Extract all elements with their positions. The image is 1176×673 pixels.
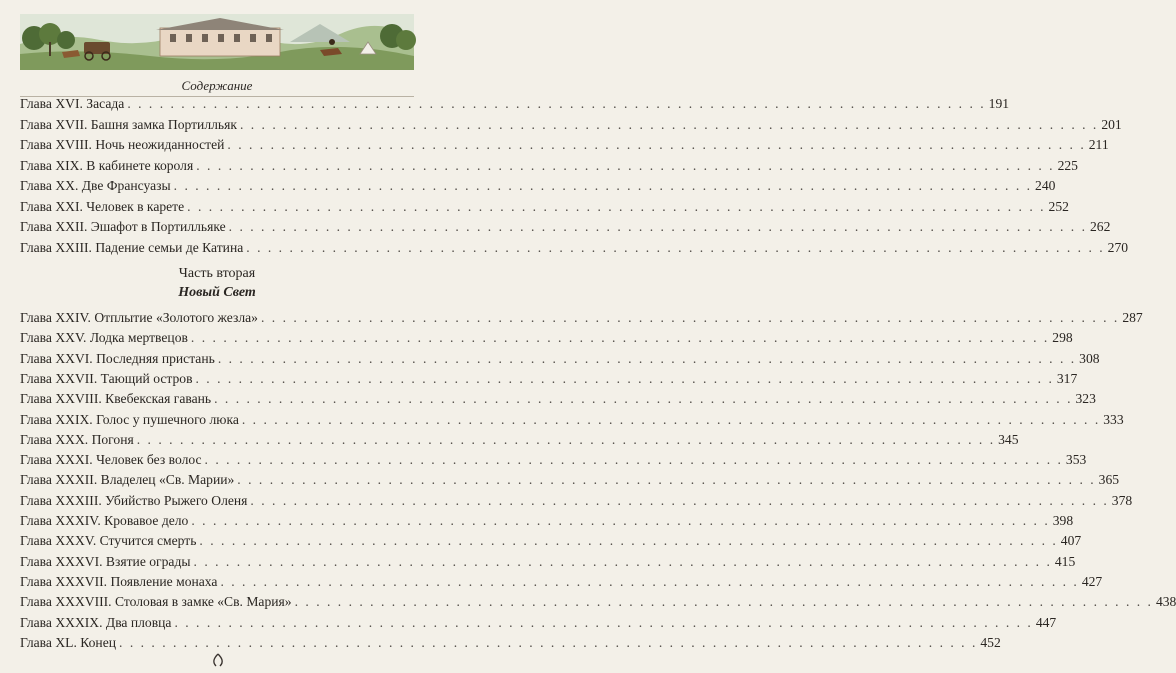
dot-leader: . . . . . . . . . . . . . . . . . . . . . . . . . . . . . . . . . . . . . . . . . . . . . . . . . . . . . . . . . . . . . . . . . . . . . . . . . . . . . . . . [191,513,1050,528]
page-number: 298 [1052,330,1073,346]
toc-entry [20,613,1057,633]
dot-leader: . . . . . . . . . . . . . . . . . . . . . . . . . . . . . . . . . . . . . . . . . . . . . . . . . . . . . . . . . . . . . . . . . . . . . . . . . . . . . . . . [227,137,1086,152]
toc-entry [20,308,1143,328]
toc-entry [20,491,1133,511]
toc-entry [20,592,1176,612]
chapter-title: Глава XXII. Эшафот в Портилльяке [20,219,226,234]
chapter-title: Глава XXIV. Отплытие «Золотого жезла» [20,310,258,325]
chapter-title: Глава XIX. В кабинете короля [20,157,194,173]
dot-leader: . . . . . . . . . . . . . . . . . . . . . . . . . . . . . . . . . . . . . . . . . . . . . . . . . . . . . . . . . . . . . . . . . . . . . . . . . . . . . . . . [246,239,1105,255]
page-number: 252 [1048,198,1069,214]
page-number: 270 [1107,239,1129,255]
dot-leader: . . . . . . . . . . . . . . . . . . . . . . . . . . . . . . . . . . . . . . . . . . . . . . . . . . . . . . . . . . . . . . . . . . . . . . . . . . . . . . . . [190,330,1050,346]
page-number: 438 [1155,594,1176,610]
part-two-subtitle: Новый Свет [178,285,256,300]
toc-entry [20,176,1056,196]
toc-entry [20,328,1073,348]
dot-leader: . . . . . . . . . . . . . . . . . . . . . . . . . . . . . . . . . . . . . . . . . . . . . . . . . . . . . . . . . . . . . . . . . . . . . . . . . . . . . . . . [260,310,1120,325]
dot-leader: . . . . . . . . . . . . . . . . . . . . . . . . . . . . . . . . . . . . . . . . . . . . . . . . . . . . . . . . . . . . . . . . . . . . . . . . . . . . . . . . [196,157,1055,173]
toc-entry [20,349,1100,369]
page-number: 378 [1111,492,1133,508]
toc-entry [20,531,1082,551]
page-number: 407 [1060,533,1082,549]
toc-entry [20,94,1010,114]
chapter-title: Глава XVII. Башня замка Портилльяк [20,116,237,132]
dot-leader: . . . . . . . . . . . . . . . . . . . . . . . . . . . . . . . . . . . . . . . . . . . . . . . . . . . . . . . . . . . . . . . . . . . . . . . . . . . . . . . . [187,198,1046,214]
page-number: 317 [1056,370,1078,386]
chapter-title: Глава XXIII. Падение семьи де Катина [20,239,244,255]
header-illustration [20,14,414,70]
page-number: 201 [1101,116,1122,132]
dot-leader: . . . . . . . . . . . . . . . . . . . . . . . . . . . . . . . . . . . . . . . . . . . . . . . . . . . . . . . . . . . . . . . . . . . . . . . . . . . . . . . . [228,219,1087,234]
chapter-title: Глава XVI. Засада [20,96,125,111]
chapter-title: Глава XXXVI. Взятие ограды [20,553,191,569]
dot-leader: . . . . . . . . . . . . . . . . . . . . . . . . . . . . . . . . . . . . . . . . . . . . . . . . . . . . . . . . . . . . . . . . . . . . . . . . . . . . . . . . [136,431,996,447]
chapter-title: Глава XX. Две Франсуазы [20,178,171,193]
chapter-title: Глава XXXVIII. Столовая в замке «Св. Мария» [20,594,292,610]
page-number: 211 [1088,137,1109,152]
chapter-title: Глава XXV. Лодка мертвецов [20,330,188,346]
chapter-title: Глава XXXVII. Появление монаха [20,573,218,589]
page-number: 452 [980,634,1001,650]
fleuron-ornament-icon [206,652,230,668]
page-number: 323 [1075,391,1096,407]
toc-entry [20,430,1019,450]
dot-leader: . . . . . . . . . . . . . . . . . . . . . . . . . . . . . . . . . . . . . . . . . . . . . . . . . . . . . . . . . . . . . . . . . . . . . . . . . . . . . . . . [239,116,1099,132]
page-number: 333 [1103,411,1124,427]
toc-entry [20,156,1078,176]
page-number: 240 [1035,178,1056,193]
toc-entry [20,470,1120,490]
toc-entry [20,135,1109,155]
page-number: 345 [998,431,1019,447]
toc-entry [20,633,1001,653]
page-number: 225 [1057,157,1078,173]
chapter-title: Глава XXX. Погоня [20,431,134,447]
chapter-title: Глава XXXIII. Убийство Рыжего Оленя [20,492,248,508]
toc-entry [20,197,1069,217]
part-two-label: Часть вторая [178,266,256,281]
chapter-title: Глава XXVI. Последняя пристань [20,350,215,366]
dot-leader: . . . . . . . . . . . . . . . . . . . . . . . . . . . . . . . . . . . . . . . . . . . . . . . . . . . . . . . . . . . . . . . . . . . . . . . . . . . . . . . . [217,350,1077,366]
dot-leader: . . . . . . . . . . . . . . . . . . . . . . . . . . . . . . . . . . . . . . . . . . . . . . . . . . . . . . . . . . . . . . . . . . . . . . . . . . . . . . . . [241,411,1101,427]
page-number: 262 [1090,219,1111,234]
dot-leader: . . . . . . . . . . . . . . . . . . . . . . . . . . . . . . . . . . . . . . . . . . . . . . . . . . . . . . . . . . . . . . . . . . . . . . . . . . . . . . . . [173,178,1033,193]
dot-leader: . . . . . . . . . . . . . . . . . . . . . . . . . . . . . . . . . . . . . . . . . . . . . . . . . . . . . . . . . . . . . . . . . . . . . . . . . . . . . . . . [214,391,1073,407]
dot-leader: . . . . . . . . . . . . . . . . . . . . . . . . . . . . . . . . . . . . . . . . . . . . . . . . . . . . . . . . . . . . . . . . . . . . . . . . . . . . . . . . [174,614,1033,630]
toc-entry [20,238,1129,258]
page-number: 353 [1065,452,1087,468]
landscape-illustration-icon [20,14,414,70]
page-number: 287 [1122,310,1143,325]
chapter-title: Глава XXXIX. Два пловца [20,614,172,630]
dot-leader: . . . . . . . . . . . . . . . . . . . . . . . . . . . . . . . . . . . . . . . . . . . . . . . . . . . . . . . . . . . . . . . . . . . . . . . . . . . . . . . . [250,492,1109,508]
toc-entry [20,572,1103,592]
chapter-title: Глава XXI. Человек в карете [20,198,185,214]
chapter-title: Глава XVIII. Ночь неожиданностей [20,137,225,152]
running-head: Содержание [181,78,253,93]
toc-entry [20,369,1078,389]
toc-entry [20,511,1074,531]
toc-entry [20,410,1124,430]
page-number: 365 [1098,472,1120,488]
dot-leader: . . . . . . . . . . . . . . . . . . . . . . . . . . . . . . . . . . . . . . . . . . . . . . . . . . . . . . . . . . . . . . . . . . . . . . . . . . . . . . . . [204,452,1063,468]
toc-entry [20,217,1111,237]
page-number: 415 [1054,553,1076,569]
dot-leader: . . . . . . . . . . . . . . . . . . . . . . . . . . . . . . . . . . . . . . . . . . . . . . . . . . . . . . . . . . . . . . . . . . . . . . . . . . . . . . . . [220,573,1079,589]
toc-entry [20,389,1096,409]
dot-leader: . . . . . . . . . . . . . . . . . . . . . . . . . . . . . . . . . . . . . . . . . . . . . . . . . . . . . . . . . . . . . . . . . . . . . . . . . . . . . . . . [193,553,1052,569]
dot-leader: . . . . . . . . . . . . . . . . . . . . . . . . . . . . . . . . . . . . . . . . . . . . . . . . . . . . . . . . . . . . . . . . . . . . . . . . . . . . . . . . [199,533,1058,549]
dot-leader: . . . . . . . . . . . . . . . . . . . . . . . . . . . . . . . . . . . . . . . . . . . . . . . . . . . . . . . . . . . . . . . . . . . . . . . . . . . . . . . . [237,472,1096,488]
page-number: 308 [1079,350,1100,366]
dot-leader: . . . . . . . . . . . . . . . . . . . . . . . . . . . . . . . . . . . . . . . . . . . . . . . . . . . . . . . . . . . . . . . . . . . . . . . . . . . . . . . . [127,96,986,111]
chapter-title: Глава XXVIII. Квебекская гавань [20,391,212,407]
chapter-title: Глава XXIX. Голос у пушечного люка [20,411,239,427]
dot-leader: . . . . . . . . . . . . . . . . . . . . . . . . . . . . . . . . . . . . . . . . . . . . . . . . . . . . . . . . . . . . . . . . . . . . . . . . . . . . . . . . [294,594,1153,610]
chapter-title: Глава XXXII. Владелец «Св. Марии» [20,472,235,488]
chapter-title: Глава XL. Конец [20,634,117,650]
page-number: 191 [988,96,1010,111]
chapter-title: Глава XXXI. Человек без волос [20,452,202,468]
page-number: 427 [1081,573,1103,589]
dot-leader: . . . . . . . . . . . . . . . . . . . . . . . . . . . . . . . . . . . . . . . . . . . . . . . . . . . . . . . . . . . . . . . . . . . . . . . . . . . . . . . . [195,370,1054,386]
toc-entry [20,552,1076,572]
toc-entry [20,450,1087,470]
chapter-title: Глава XXXV. Стучится смерть [20,533,197,549]
toc-entry [20,115,1122,135]
page-number: 447 [1035,614,1057,630]
dot-leader: . . . . . . . . . . . . . . . . . . . . . . . . . . . . . . . . . . . . . . . . . . . . . . . . . . . . . . . . . . . . . . . . . . . . . . . . . . . . . . . . [119,634,978,650]
chapter-title: Глава XXXIV. Кровавое дело [20,513,189,528]
chapter-title: Глава XXVII. Тающий остров [20,370,193,386]
page-number: 398 [1052,513,1074,528]
